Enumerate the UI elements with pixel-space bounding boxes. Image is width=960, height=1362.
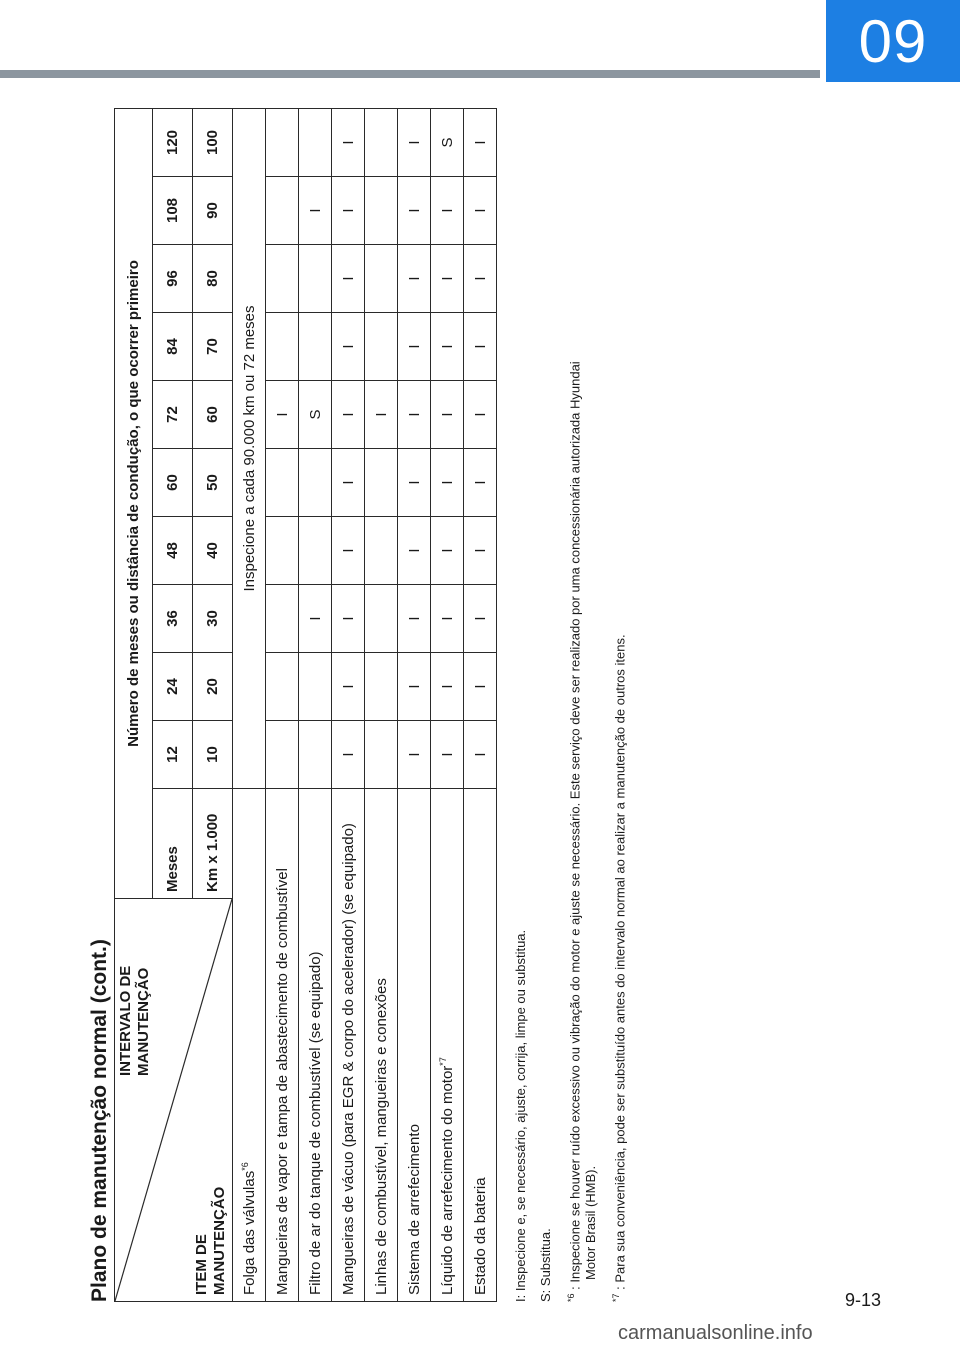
value-cell: I (398, 177, 431, 245)
km-cell: 60 (193, 381, 233, 449)
km-cell: 70 (193, 313, 233, 381)
value-cell (299, 449, 332, 517)
value-cell (365, 177, 398, 245)
value-cell (365, 721, 398, 789)
value-cell: I (332, 517, 365, 585)
value-cell: I (431, 517, 464, 585)
months-label: Meses (153, 789, 193, 899)
rotated-content (88, 80, 788, 1302)
item-cell: Sistema de arrefecimento (398, 789, 431, 1302)
month-cell: 96 (153, 245, 193, 313)
value-cell: I (431, 449, 464, 517)
value-cell: I (464, 381, 497, 449)
value-cell (266, 517, 299, 585)
value-cell: I (299, 585, 332, 653)
corner-bottom-label: ITEM DE MANUTENÇÃO (193, 1186, 228, 1295)
table-row (398, 108, 431, 1301)
maintenance-table (114, 108, 497, 1302)
month-cell: 12 (153, 721, 193, 789)
value-cell: I (464, 585, 497, 653)
value-cell (266, 245, 299, 313)
value-cell: I (398, 653, 431, 721)
value-cell: I (464, 721, 497, 789)
note-substitute: S: Substitua. (538, 1228, 553, 1302)
value-cell (299, 721, 332, 789)
table-row (464, 108, 497, 1301)
chapter-tab (826, 0, 960, 82)
table-row (299, 108, 332, 1301)
value-cell: I (398, 449, 431, 517)
value-cell (299, 653, 332, 721)
value-cell: I (464, 653, 497, 721)
value-cell (365, 449, 398, 517)
item-cell: Mangueiras de vapor e tampa de abastecimento de combustível (266, 789, 299, 1302)
value-cell: I (365, 381, 398, 449)
item-cell: Mangueiras de vácuo (para EGR & corpo do acelerador) (se equipado) (332, 789, 365, 1302)
table-header-row (115, 108, 153, 1301)
value-cell (365, 653, 398, 721)
km-label: Km x 1.000 (193, 789, 233, 899)
table-row (431, 108, 464, 1301)
table-row (266, 108, 299, 1301)
km-cell: 20 (193, 653, 233, 721)
note-inspect: I: Inspecione e, se necessário, ajuste, corrija, limpe ou substitua. (513, 929, 528, 1302)
table-row (332, 108, 365, 1301)
footnote-mark: *6 (240, 1162, 250, 1171)
value-cell (266, 177, 299, 245)
month-cell: 36 (153, 585, 193, 653)
value-cell (365, 517, 398, 585)
note-coolant: $^{*7}$ : Para sua conveniência, pode ser substituído antes do intervalo normal ao realizar a manutenção de outros itens. (611, 634, 628, 1302)
value-cell (266, 721, 299, 789)
value-cell: I (398, 108, 431, 176)
footnote-mark: *6 (566, 1293, 576, 1302)
value-cell: I (332, 245, 365, 313)
value-cell (266, 653, 299, 721)
value-cell: I (398, 381, 431, 449)
value-cell: I (431, 245, 464, 313)
item-cell: Filtro de ar do tanque de combustível (se equipado) (299, 789, 332, 1302)
value-cell (365, 245, 398, 313)
footnote-mark: *7 (438, 1057, 448, 1066)
footnotes (513, 109, 638, 1302)
value-cell: I (431, 585, 464, 653)
km-cell: 40 (193, 517, 233, 585)
month-cell: 60 (153, 449, 193, 517)
value-cell (266, 585, 299, 653)
value-cell: I (464, 313, 497, 381)
km-cell: 80 (193, 245, 233, 313)
value-cell: I (332, 108, 365, 176)
month-cell: 72 (153, 381, 193, 449)
value-cell: I (332, 653, 365, 721)
km-cell: 10 (193, 721, 233, 789)
item-cell: Líquido de arrefecimento do motor$^{*7}$ (431, 789, 464, 1302)
value-cell: I (464, 177, 497, 245)
value-cell: I (332, 381, 365, 449)
value-cell: I (431, 653, 464, 721)
month-cell: 24 (153, 653, 193, 721)
km-cell: 50 (193, 449, 233, 517)
value-cell: S (299, 381, 332, 449)
value-cell: I (464, 449, 497, 517)
value-cell: I (431, 381, 464, 449)
value-cell: I (398, 585, 431, 653)
value-cell: S (431, 108, 464, 176)
interval-group-header: Número de meses ou distância de condução, o que ocorrer primeiro (115, 108, 153, 898)
note-valves: $^{*6}$ : Inspecione se houver ruído excessivo ou vibração do motor e ajuste se necessário. Este serviço deve ser realizado por uma concessionária autorizada Hyundai Motor Brasil (HMB). (566, 361, 599, 1302)
header-rule (0, 70, 820, 78)
item-cell: Folga das válvulas$^{*6}$ (233, 789, 266, 1302)
km-cell: 30 (193, 585, 233, 653)
page-number: 9-13 (845, 1290, 882, 1310)
corner-top-label: INTERVALO DE MANUTENÇÃO (117, 965, 152, 1076)
value-cell (299, 517, 332, 585)
month-cell: 120 (153, 108, 193, 176)
value-cell: I (332, 585, 365, 653)
value-cell: I (431, 177, 464, 245)
value-cell: I (398, 721, 431, 789)
value-cell (299, 245, 332, 313)
value-cell: I (332, 177, 365, 245)
value-cell (299, 313, 332, 381)
value-cell: I (332, 449, 365, 517)
footnote-mark: *7 (611, 1293, 622, 1302)
value-cell: I (398, 313, 431, 381)
value-cell: I (464, 108, 497, 176)
value-cell (299, 108, 332, 176)
value-cell (266, 313, 299, 381)
value-cell: I (398, 517, 431, 585)
value-cell: I (464, 517, 497, 585)
value-cell: I (431, 313, 464, 381)
value-cell: I (398, 245, 431, 313)
value-cell: I (464, 245, 497, 313)
month-cell: 48 (153, 517, 193, 585)
value-cell (365, 108, 398, 176)
value-cell: I (299, 177, 332, 245)
km-cell: 90 (193, 177, 233, 245)
value-cell (266, 108, 299, 176)
table-row (233, 108, 266, 1301)
value-cell (266, 449, 299, 517)
item-cell: Estado da bateria (464, 789, 497, 1302)
chapter-number: 09 (858, 7, 928, 75)
month-cell: 84 (153, 313, 193, 381)
km-cell: 100 (193, 108, 233, 176)
table-corner-cell (115, 899, 233, 1302)
page-title: Plano de manutenção normal (cont.) (88, 939, 111, 1302)
item-cell: Linhas de combustível, mangueiras e conexões (365, 789, 398, 1302)
value-cell: I (332, 313, 365, 381)
value-cell: I (266, 381, 299, 449)
value-cell: I (332, 721, 365, 789)
month-cell: 108 (153, 177, 193, 245)
span-note-cell: Inspecione a cada 90.000 km ou 72 meses (233, 108, 266, 788)
value-cell (365, 313, 398, 381)
value-cell: I (431, 721, 464, 789)
watermark: carmanualsonline.info (618, 1322, 813, 1344)
value-cell (365, 585, 398, 653)
table-row (365, 108, 398, 1301)
